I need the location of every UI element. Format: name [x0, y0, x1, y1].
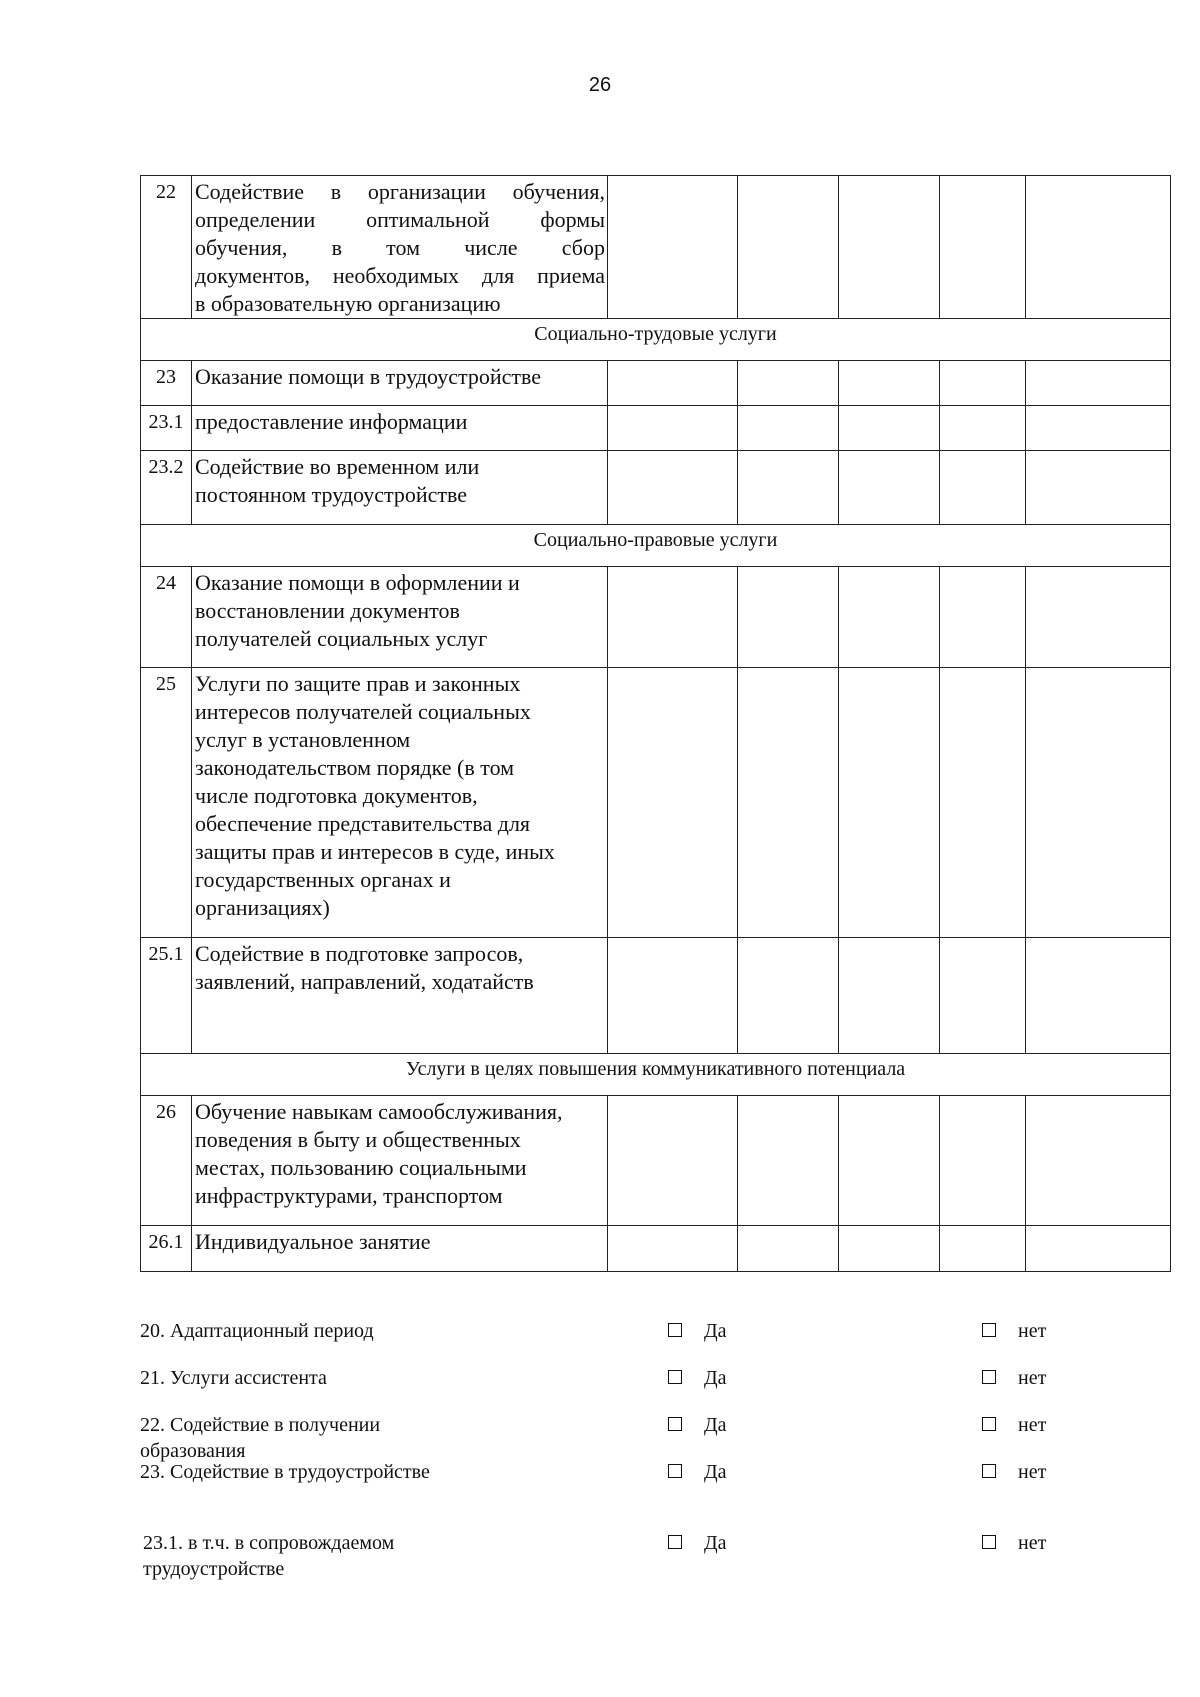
empty-cell[interactable] [839, 361, 940, 406]
empty-cell[interactable] [608, 176, 738, 319]
service-name-line: обучения, в том числе сбор [195, 235, 605, 260]
empty-cell[interactable] [940, 1096, 1026, 1226]
service-name-line: Оказание помощи в трудоустройстве [195, 364, 542, 389]
option-no[interactable] [982, 1459, 1046, 1485]
empty-cell[interactable] [608, 567, 738, 668]
table-row [141, 567, 1171, 668]
service-name-line: местах, пользованию социальными [195, 1155, 527, 1180]
service-name-line: защиты прав и интересов в суде, иных [195, 839, 555, 864]
empty-cell[interactable] [608, 361, 738, 406]
services-table [140, 175, 1171, 1272]
option-no-label: нет [1018, 1320, 1047, 1342]
row-number: 23.2 [141, 451, 192, 525]
service-name-line: поведения в быту и общественных [195, 1127, 521, 1152]
section-title: Социально-трудовые услуги [141, 319, 1171, 361]
table-row [141, 1096, 1171, 1226]
question-label: 20. Адаптационный период [140, 1320, 374, 1342]
option-yes-label: Да [704, 1367, 727, 1389]
empty-cell[interactable] [738, 406, 839, 451]
empty-cell[interactable] [839, 451, 940, 525]
service-name-line: определении оптимальной формы [195, 207, 605, 232]
empty-cell[interactable] [738, 567, 839, 668]
service-name [192, 361, 608, 406]
service-name-line: Индивидуальное занятие [195, 1229, 431, 1254]
row-number: 25.1 [141, 938, 192, 1054]
service-name-line: инфраструктурами, транспортом [195, 1183, 503, 1208]
empty-cell[interactable] [608, 406, 738, 451]
empty-cell[interactable] [1026, 176, 1171, 319]
empty-cell[interactable] [839, 176, 940, 319]
row-number: 23.1 [141, 406, 192, 451]
option-no[interactable] [982, 1530, 1046, 1556]
row-number: 26.1 [141, 1226, 192, 1272]
empty-cell[interactable] [738, 176, 839, 319]
service-name-line: государственных органах и [195, 867, 451, 892]
option-no[interactable] [982, 1412, 1046, 1438]
service-name-line: организациях) [195, 895, 330, 920]
service-name-line: Обучение навыкам самообслуживания, [195, 1099, 563, 1124]
question-label: 23. Содействие в трудоустройстве [140, 1461, 430, 1483]
empty-cell[interactable] [738, 938, 839, 1054]
empty-cell[interactable] [839, 406, 940, 451]
question-label: 23.1. в т.ч. в сопровождаемом трудоустройстве [143, 1532, 395, 1580]
row-number: 22 [141, 176, 192, 319]
service-name [192, 938, 608, 1054]
empty-cell[interactable] [738, 668, 839, 938]
table-row [141, 361, 1171, 406]
service-name [192, 1096, 608, 1226]
service-name-line: восстановлении документов [195, 598, 460, 623]
section-title: Услуги в целях повышения коммуникативного потенциала [141, 1054, 1171, 1096]
checkbox-icon[interactable] [982, 1535, 996, 1549]
checkbox-icon[interactable] [668, 1535, 682, 1549]
empty-cell[interactable] [738, 1096, 839, 1226]
empty-cell[interactable] [608, 938, 738, 1054]
table-row [141, 938, 1171, 1054]
empty-cell[interactable] [608, 1226, 738, 1272]
empty-cell[interactable] [738, 361, 839, 406]
empty-cell[interactable] [1026, 668, 1171, 938]
service-name-line: предоставление информации [195, 409, 468, 434]
option-no[interactable] [982, 1318, 1046, 1344]
service-name [192, 1226, 608, 1272]
empty-cell[interactable] [608, 668, 738, 938]
empty-cell[interactable] [839, 567, 940, 668]
service-name [192, 176, 608, 319]
empty-cell[interactable] [940, 668, 1026, 938]
service-name-line: интересов получателей социальных [195, 699, 531, 724]
service-name-line: услуг в установленном [195, 727, 411, 752]
empty-cell[interactable] [608, 1096, 738, 1226]
service-name-line: числе подготовка документов, [195, 783, 478, 808]
table-row [141, 451, 1171, 525]
empty-cell[interactable] [940, 361, 1026, 406]
option-no-label: нет [1018, 1532, 1047, 1554]
empty-cell[interactable] [1026, 451, 1171, 525]
empty-cell[interactable] [1026, 406, 1171, 451]
option-yes-label: Да [704, 1320, 727, 1342]
empty-cell[interactable] [738, 1226, 839, 1272]
section-row [141, 1054, 1171, 1096]
service-name-line: получателей социальных услуг [195, 626, 488, 651]
checkbox-icon[interactable] [668, 1464, 682, 1478]
service-name-line: Содействие во временном или [195, 454, 480, 479]
checkbox-icon[interactable] [668, 1370, 682, 1384]
service-name [192, 451, 608, 525]
row-number: 24 [141, 567, 192, 668]
checkbox-icon[interactable] [982, 1417, 996, 1431]
section-row [141, 319, 1171, 361]
empty-cell[interactable] [1026, 1226, 1171, 1272]
table-row [141, 406, 1171, 451]
service-name [192, 406, 608, 451]
empty-cell[interactable] [940, 938, 1026, 1054]
service-name-line: Содействие в организации обучения, [195, 179, 605, 204]
empty-cell[interactable] [839, 1226, 940, 1272]
table-row [141, 176, 1171, 319]
empty-cell[interactable] [1026, 567, 1171, 668]
service-name-line: документов, необходимых для приема [195, 263, 605, 288]
empty-cell[interactable] [839, 668, 940, 938]
option-yes[interactable] [668, 1459, 727, 1485]
question-label: 21. Услуги ассистента [140, 1367, 327, 1389]
option-yes-label: Да [704, 1414, 727, 1436]
service-name-line: в образовательную организацию [195, 291, 501, 316]
empty-cell[interactable] [1026, 1096, 1171, 1226]
option-no-label: нет [1018, 1461, 1047, 1483]
option-yes[interactable] [668, 1318, 727, 1344]
service-name-line: Услуги по защите прав и законных [195, 671, 521, 696]
empty-cell[interactable] [738, 451, 839, 525]
checkbox-icon[interactable] [668, 1417, 682, 1431]
checkbox-icon[interactable] [668, 1323, 682, 1337]
service-name-line: обеспечение представительства для [195, 811, 531, 836]
section-title: Социально-правовые услуги [141, 525, 1171, 567]
service-name-line: Оказание помощи в оформлении и [195, 570, 520, 595]
option-no-label: нет [1018, 1414, 1047, 1436]
empty-cell[interactable] [940, 406, 1026, 451]
option-yes[interactable] [668, 1365, 727, 1391]
table-row [141, 1226, 1171, 1272]
checkbox-icon[interactable] [982, 1370, 996, 1384]
empty-cell[interactable] [940, 1226, 1026, 1272]
table-row [141, 668, 1171, 938]
service-name-line: законодательством порядке (в том [195, 755, 515, 780]
empty-cell[interactable] [1026, 361, 1171, 406]
service-name-line: заявлений, направлений, ходатайств [195, 969, 534, 994]
empty-cell[interactable] [1026, 938, 1171, 1054]
service-name [192, 567, 608, 668]
option-yes[interactable] [668, 1530, 727, 1556]
checkbox-icon[interactable] [982, 1464, 996, 1478]
section-row [141, 525, 1171, 567]
empty-cell[interactable] [608, 451, 738, 525]
service-name-line: постоянном трудоустройстве [195, 482, 468, 507]
page-number: 26 [588, 74, 612, 96]
empty-cell[interactable] [940, 176, 1026, 319]
service-name-line: Содействие в подготовке запросов, [195, 941, 524, 966]
checkbox-icon[interactable] [982, 1323, 996, 1337]
row-number: 25 [141, 668, 192, 938]
row-number: 26 [141, 1096, 192, 1226]
service-name [192, 668, 608, 938]
row-number: 23 [141, 361, 192, 406]
question-label: 22. Содействие в получении образования [140, 1414, 381, 1462]
empty-cell[interactable] [839, 938, 940, 1054]
option-no-label: нет [1018, 1367, 1047, 1389]
option-no[interactable] [982, 1365, 1046, 1391]
empty-cell[interactable] [839, 1096, 940, 1226]
empty-cell[interactable] [940, 451, 1026, 525]
option-yes-label: Да [704, 1532, 727, 1554]
option-yes-label: Да [704, 1461, 727, 1483]
option-yes[interactable] [668, 1412, 727, 1438]
empty-cell[interactable] [940, 567, 1026, 668]
